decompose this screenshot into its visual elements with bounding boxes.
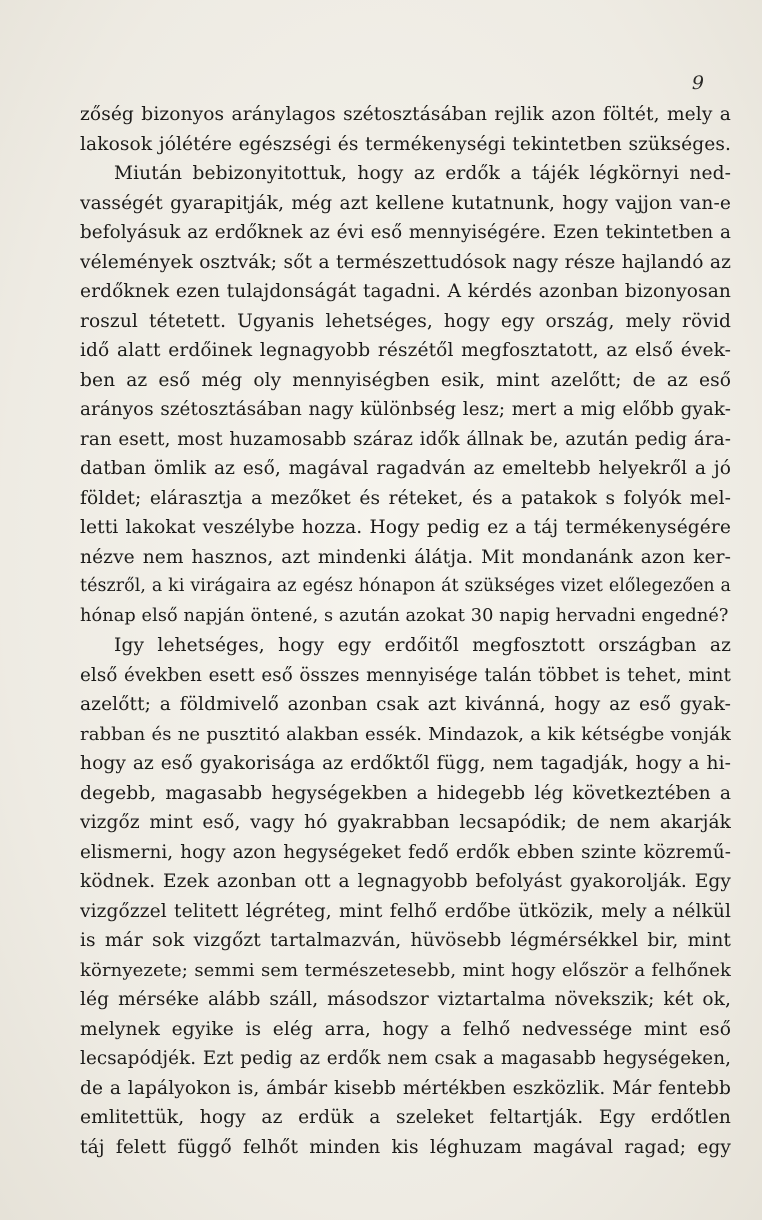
text-line: befolyásuk az erdőknek az évi eső mennyiségére. Ezen tekintetben a bbox=[80, 222, 731, 243]
text-line: vélemények osztvák; sőt a természettudósok nagy része hajlandó az bbox=[80, 251, 731, 273]
text-line: környezete; semmi sem természetesebb, mint hogy először a felhőnek bbox=[80, 959, 731, 981]
text-line: ben az eső még oly mennyiségben esik, mint azelőtt; de az eső bbox=[80, 369, 731, 391]
text-line: első években esett eső összes mennyisége talán többet is tehet, mint bbox=[80, 664, 731, 686]
text-line: roszul tétetett. Ugyanis lehetséges, hogy egy ország, mely rövid bbox=[80, 310, 731, 332]
text-line: idő alatt erdőinek legnagyobb részétől megfosztatott, az első évek- bbox=[80, 340, 731, 361]
text-line: táj felett függő felhőt minden kis léghuzam magával ragad; egy bbox=[80, 1136, 731, 1158]
text-line: erdőknek ezen tulajdonságát tagadni. A kérdés azonban bizonyosan bbox=[80, 281, 731, 302]
text-line: Miután bebizonyitottuk, hogy az erdők a tájék légkörnyi ned- bbox=[114, 163, 731, 184]
text-line: de a lapályokon is, ámbár kisebb mértékben eszközlik. Már fentebb bbox=[80, 1077, 731, 1099]
text-line: hogy az eső gyakorisága az erdőktől függ, nem tagadják, hogy a hi- bbox=[80, 753, 731, 774]
text-line: lakosok jólétére egészségi és termékenységi tekintetben szükséges. bbox=[80, 133, 731, 155]
body-text bbox=[80, 100, 731, 1162]
text-line: emlitettük, hogy az erdük a szeleket feltartják. Egy erdőtlen bbox=[80, 1107, 731, 1128]
text-line: vizgőz mint eső, vagy hó gyakrabban lecsapódik; de nem akarják bbox=[80, 812, 731, 833]
text-line: arányos szétosztásában nagy különbség lesz; mert a mig előbb gyak- bbox=[80, 399, 731, 420]
text-line: ködnek. Ezek azonban ott a legnagyobb befolyást gyakorolják. Egy bbox=[80, 871, 731, 892]
text-line: lecsapódjék. Ezt pedig az erdők nem csak a magasabb hegységeken, bbox=[80, 1048, 731, 1069]
text-line: vasségét gyarapitják, még azt kellene kutatnunk, hogy vajjon van-e bbox=[80, 192, 731, 214]
text-line: degebb, magasabb hegységekben a hidegebb lég következtében a bbox=[80, 782, 731, 804]
text-line: tészről, a ki virágaira az egész hónapon át szükséges vizet előlegezően a bbox=[80, 576, 731, 596]
page-number: 9 bbox=[691, 72, 704, 94]
text-line: Igy lehetséges, hogy egy erdőitől megfosztott országban az bbox=[114, 635, 731, 656]
text-line: melynek egyike is elég arra, hogy a felhő nedvessége mint eső bbox=[80, 1018, 731, 1040]
text-line: vizgőzzel telitett légréteg, mint felhő erdőbe ütközik, mely a nélkül bbox=[80, 900, 731, 922]
text-line: hónap első napján öntené, s azután azokat 30 napig hervadni engedné? bbox=[80, 605, 729, 626]
text-line: rabban és ne pusztitó alakban essék. Mindazok, a kik kétségbe vonják bbox=[80, 723, 731, 745]
text-line: azelőtt; a földmivelő azonban csak azt kivánná, hogy az eső gyak- bbox=[80, 694, 731, 715]
text-line: nézve nem hasznos, azt mindenki álátja. Mit mondanánk azon ker- bbox=[80, 546, 731, 568]
text-line: ran esett, most huzamosabb száraz idők állnak be, azután pedig ára- bbox=[80, 428, 731, 450]
text-line: letti lakokat veszélybe hozza. Hogy pedig ez a táj termékenységére bbox=[80, 517, 731, 538]
text-line: elismerni, hogy azon hegységeket fedő erdők ebben szinte közremű- bbox=[80, 841, 731, 863]
text-line: lég mérséke alább száll, másodszor viztartalma növekszik; két ok, bbox=[80, 989, 731, 1010]
text-line: zőség bizonyos aránylagos szétosztásában rejlik azon föltét, mely a bbox=[80, 104, 731, 125]
text-line: földet; elárasztja a mezőket és réteket, és a patakok s folyók mel- bbox=[80, 487, 731, 509]
text-line: datban ömlik az eső, magával ragadván az emeltebb helyekről a jó bbox=[80, 458, 731, 479]
text-line: is már sok vizgőzt tartalmazván, hüvösebb légmérsékkel bir, mint bbox=[80, 930, 731, 951]
